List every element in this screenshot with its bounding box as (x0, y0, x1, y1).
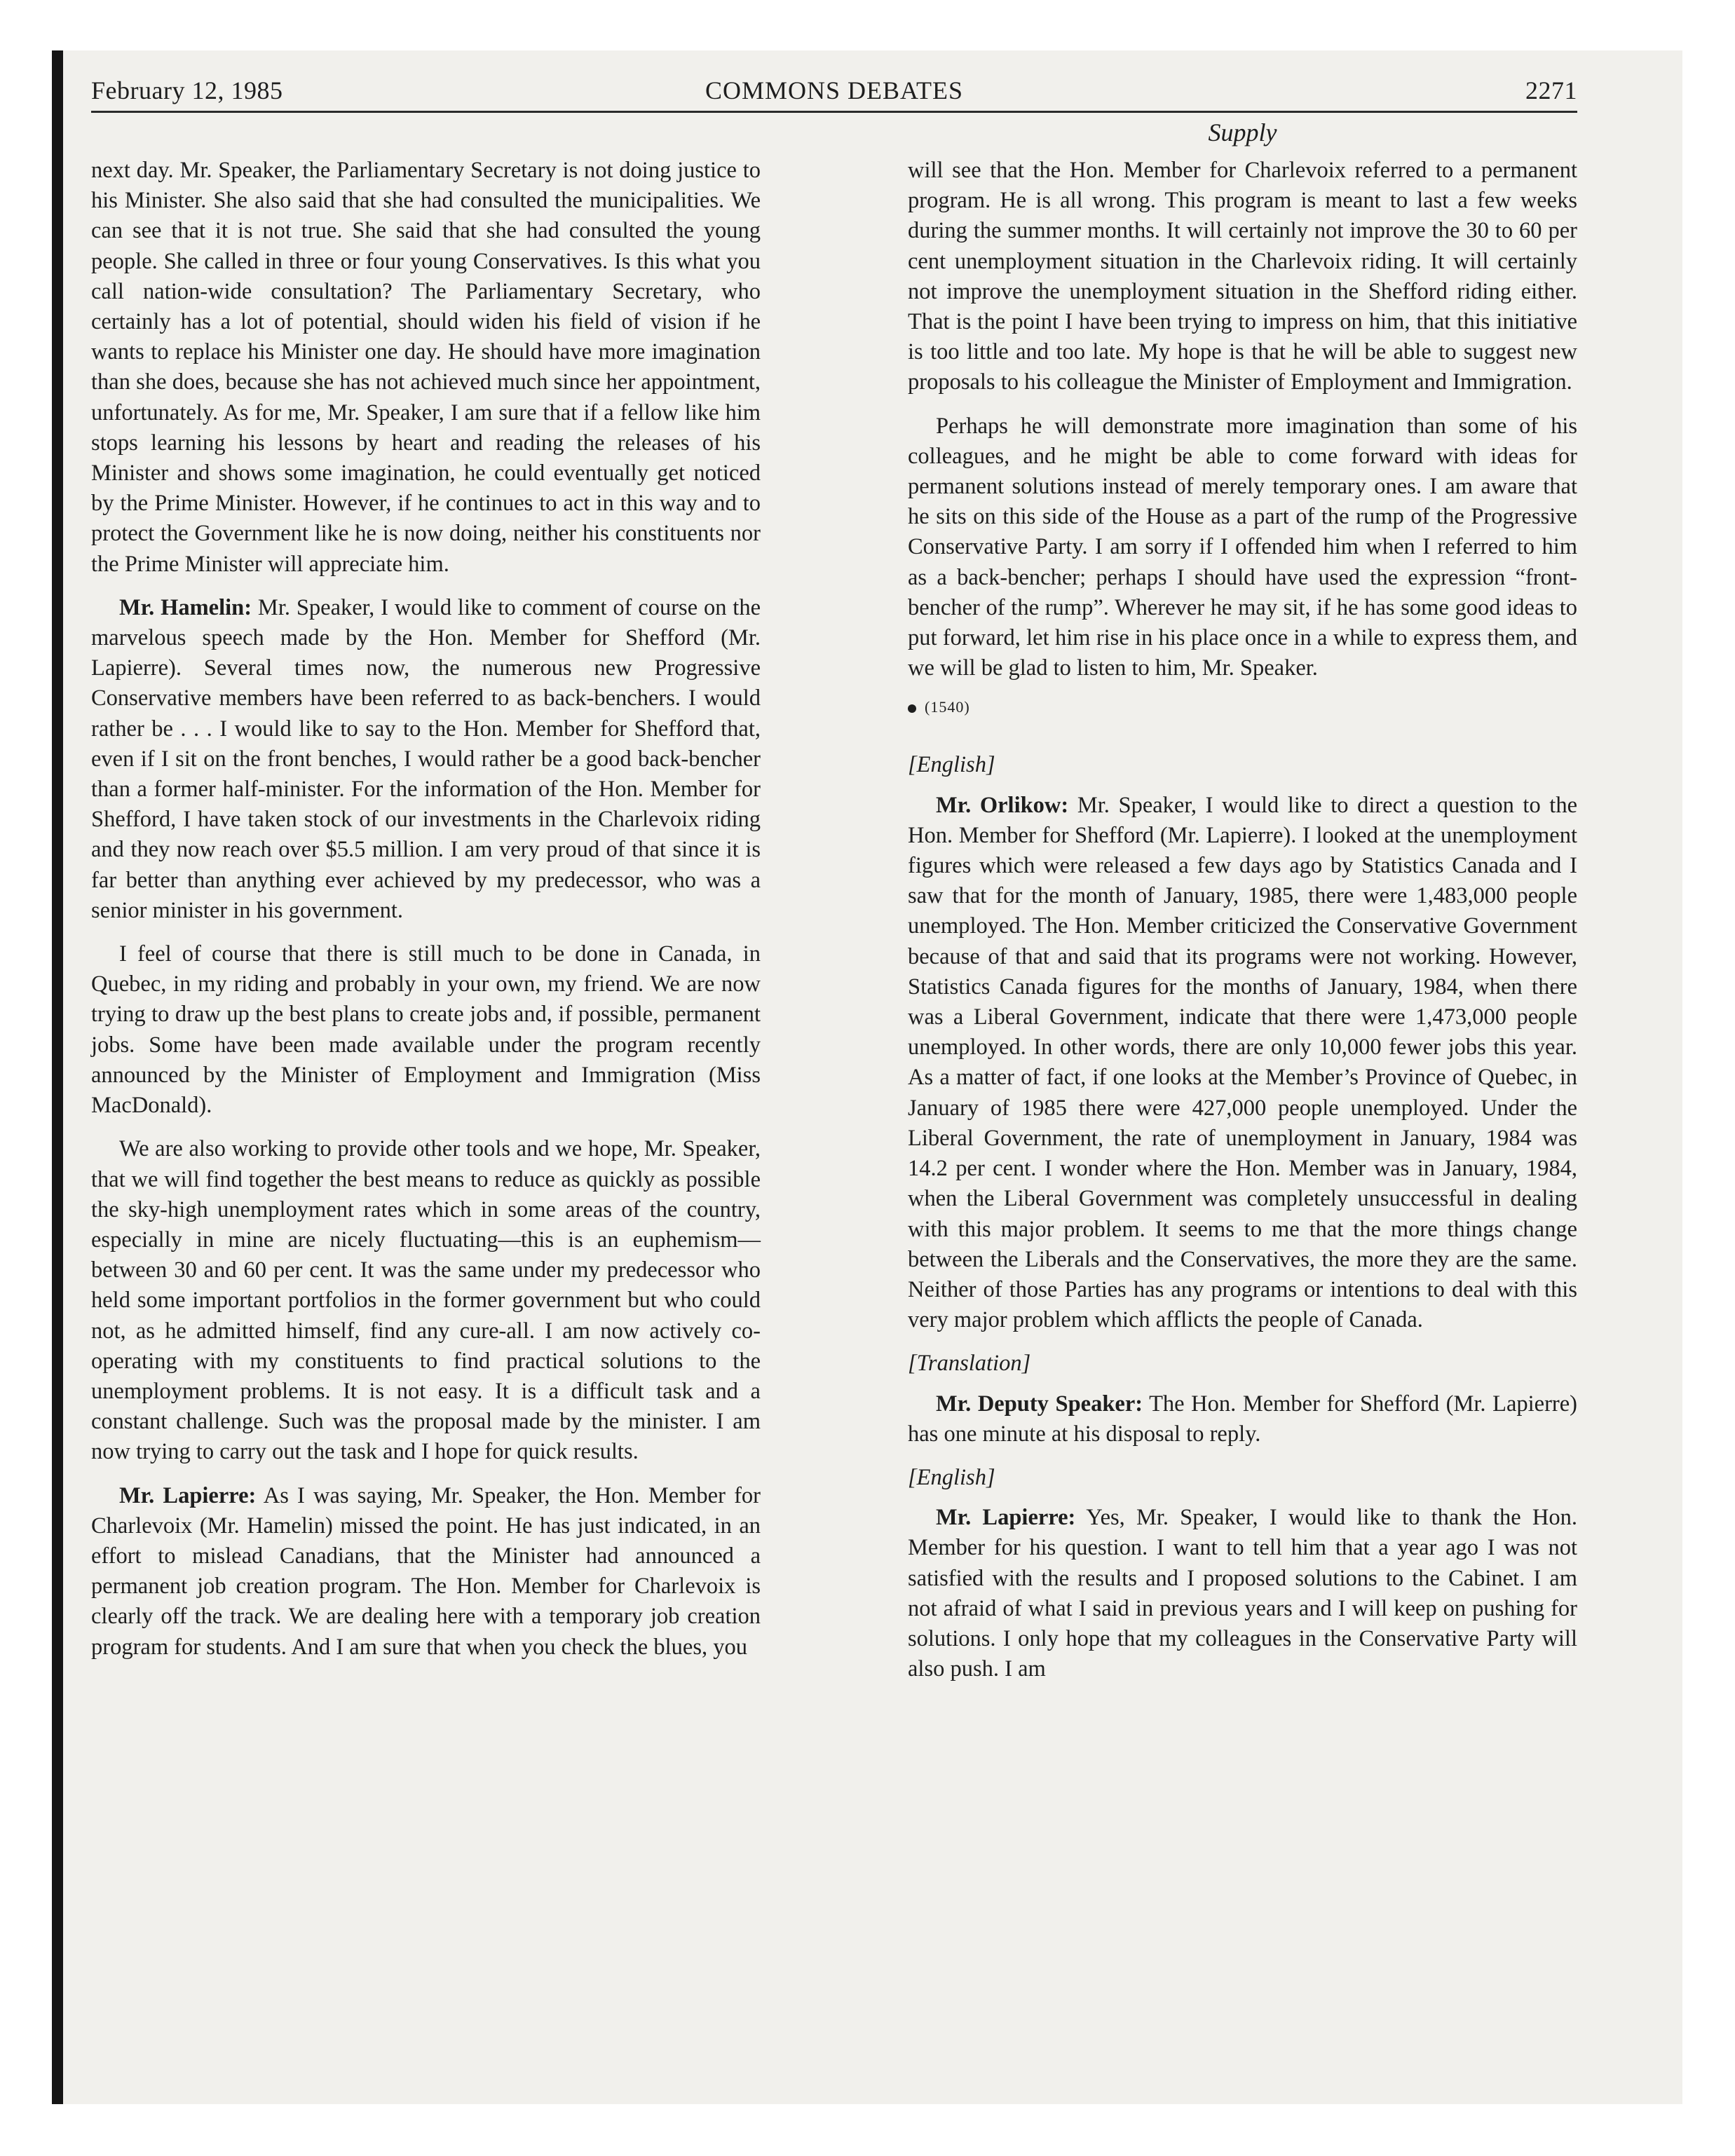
paragraph (91, 939, 761, 1121)
paragraph (91, 156, 761, 580)
timestamp-text: (1540) (925, 698, 970, 716)
left-column (91, 156, 761, 1676)
paragraph (91, 593, 761, 926)
paragraph-text: We are also working to provide other tools and we hope, Mr. Speaker, that we will find together the best means to reduce as quickly as possible the sky-high unemployment rates which in some areas of the country, especially in mine are nicely fluctuating—this is an euphemism—between 30 and 60 per cent. It was the same under my predecessor who held some important portfolios in the former government but who could not, as he admitted himself, find any cure-all. I am now actively co-operating with my constituents to find practical solutions to the unemployment problems. It is not easy. It is a difficult task and a constant challenge. Such was the proposal made by the minister. I am now trying to carry out the task and I hope for quick results. (91, 1136, 761, 1465)
right-column (908, 156, 1577, 1698)
language-marker: [English] (908, 1464, 995, 1490)
paragraph (908, 411, 1577, 684)
paragraph (908, 156, 1577, 398)
speaker-name: Mr. Deputy Speaker: (936, 1391, 1143, 1417)
paragraph-text: Perhaps he will demonstrate more imagination than some of his colleagues, and he might be able to come forward with ideas for permanent solutions instead of merely temporary ones. I am aware that he sits on this side of the House as a part of the rump of the Progressive Conservative Party. I am sorry if I offended him when I referred to him as a back-bencher; perhaps I should have used the expression “front-bencher of the rump”. Wherever he may sit, if he has some good ideas to put forward, let him rise in his place once in a while to express them, and we will be glad to listen to him, Mr. Speaker. (908, 413, 1577, 681)
running-head: Supply (1208, 118, 1277, 146)
scan-edge-shadow (52, 50, 63, 2104)
header-date: February 12, 1985 (91, 76, 283, 104)
scan-margin (0, 0, 59, 2156)
paragraph-text: will see that the Hon. Member for Charlevoix referred to a permanent program. He is all wrong. This program is meant to last a few weeks during the summer months. It will certainly not improve the 30 to 60 per cent unemployment situation in the Charlevoix riding. It will certainly not improve the unemployment situation in the Shefford riding either. That is the point I have been trying to impress on him, that this initiative is too little and too late. My hope is that he will be able to suggest new proposals to his colleague the Minister of Employment and Immigration. (908, 158, 1577, 395)
paragraph-text: Yes, Mr. Speaker, I would like to thank the Hon. Member for his question. I want to tell him that a year ago I was not satisfied with the results and I proposed solutions to the Cabinet. I am not afraid of what I said in previous years and I will keep on pushing for solutions. I only hope that my colleagues in the Conservative Party will also push. I am (908, 1505, 1577, 1682)
language-marker: [English] (908, 752, 995, 778)
language-marker: [Translation] (908, 1351, 1031, 1377)
page-header (91, 76, 1577, 115)
paragraph-text: I feel of course that there is still much to be done in Canada, in Quebec, in my riding and probably in your own, my friend. We are now trying to draw up the best plans to create jobs and, if possible, permanent jobs. Some have been made available under the program recently announced by the Minister of Employment and Immigration (Miss MacDonald). (91, 941, 761, 1119)
paragraph-text: next day. Mr. Speaker, the Parliamentary Secretary is not doing justice to his Minister. She also said that she had consulted the municipalities. We can see that it is not true. She said that she had consulted the young people. She called in three or four young Conservatives. Is this what you call nation-wide consultation? The Parliamentary Secretary, who certainly has a lot of potential, should widen his field of vision if he wants to replace his Minister one day. He should have more imagination than she does, because she has not achieved much since her appointment, unfortunately. As for me, Mr. Speaker, I am sure that if a fellow like him stops learning his lessons by heart and reading the releases of his Minister and shows some imagination, he could eventually get noticed by the Prime Minister. However, if he continues to act in this way and to protect the Government like he is now doing, neither his constituents nor the Prime Minister will appreciate him. (91, 158, 761, 577)
paragraph (908, 1503, 1577, 1684)
speaker-name: Mr. Hamelin: (119, 594, 252, 620)
speaker-name: Mr. Lapierre: (936, 1505, 1076, 1531)
paragraph (91, 1134, 761, 1467)
paragraph-text: Mr. Speaker, I would like to direct a question to the Hon. Member for Shefford (Mr. Lapierre). I looked at the unemployment figures which were released a few days ago by Statistics Canada and I saw that for the month of January, 1985, there were 1,483,000 people unemployed. The Hon. Member criticized the Conservative Government because of that and said that its programs were not working. However, Statistics Canada figures for the months of January, 1984, when there was a Liberal Government, indicate that there were 1,473,000 people unemployed. In other words, there are only 10,000 fewer jobs this year. As a matter of fact, if one looks at the Member’s Province of Quebec, in January of 1985 there were 427,000 people unemployed. Under the Liberal Government, the rate of unemployment in January, 1984 was 14.2 per cent. I wonder where the Hon. Member was in January, 1984, when the Liberal Government was completely unsuccessful in dealing with this major problem. It seems to me that the more things change between the Liberals and the Conservatives, the more they are the same. Neither of those Parties has any programs or intentions to deal with this very major problem which afflicts the people of Canada. (908, 792, 1578, 1333)
paragraph (91, 1481, 761, 1663)
bullet-icon (908, 704, 916, 713)
timestamp (908, 697, 1577, 718)
paragraph-text: As I was saying, Mr. Speaker, the Hon. Member for Charlevoix (Mr. Hamelin) missed the point. He has just indicated, in an effort to mislead Canadians, that the Minister had announced a permanent job creation program. The Hon. Member for Charlevoix is clearly off the track. We are dealing here with a temporary job creation program for students. And I am sure that when you check the blues, you (91, 1482, 761, 1660)
header-page-number: 2271 (1525, 76, 1577, 104)
paragraph-text: The Hon. Member for Shefford (Mr. Lapierre) has one minute at his disposal to reply. (908, 1391, 1577, 1447)
speaker-name: Mr. Lapierre: (119, 1482, 257, 1508)
paragraph (908, 1389, 1577, 1449)
paragraph (908, 791, 1577, 1336)
paragraph-text: Mr. Speaker, I would like to comment of course on the marvelous speech made by the Hon. Member for Shefford (Mr. Lapierre). Several times now, the numerous new Progressive Conservative members have been referred to as back-benchers. I would rather be . . . I would like to say to the Hon. Member for Shefford that, even if I sit on the front benches, I would rather be a good back-bencher than a former half-minister. For the information of the Hon. Member for Shefford, I have taken stock of our investments in the Charlevoix riding and they now reach over $5.5 million. I am very proud of that since it is far better than anything ever achieved by my predecessor, who was a senior minister in his government. (91, 594, 761, 923)
speaker-name: Mr. Orlikow: (936, 792, 1069, 818)
header-rule (91, 111, 1577, 113)
header-title: COMMONS DEBATES (705, 76, 964, 104)
